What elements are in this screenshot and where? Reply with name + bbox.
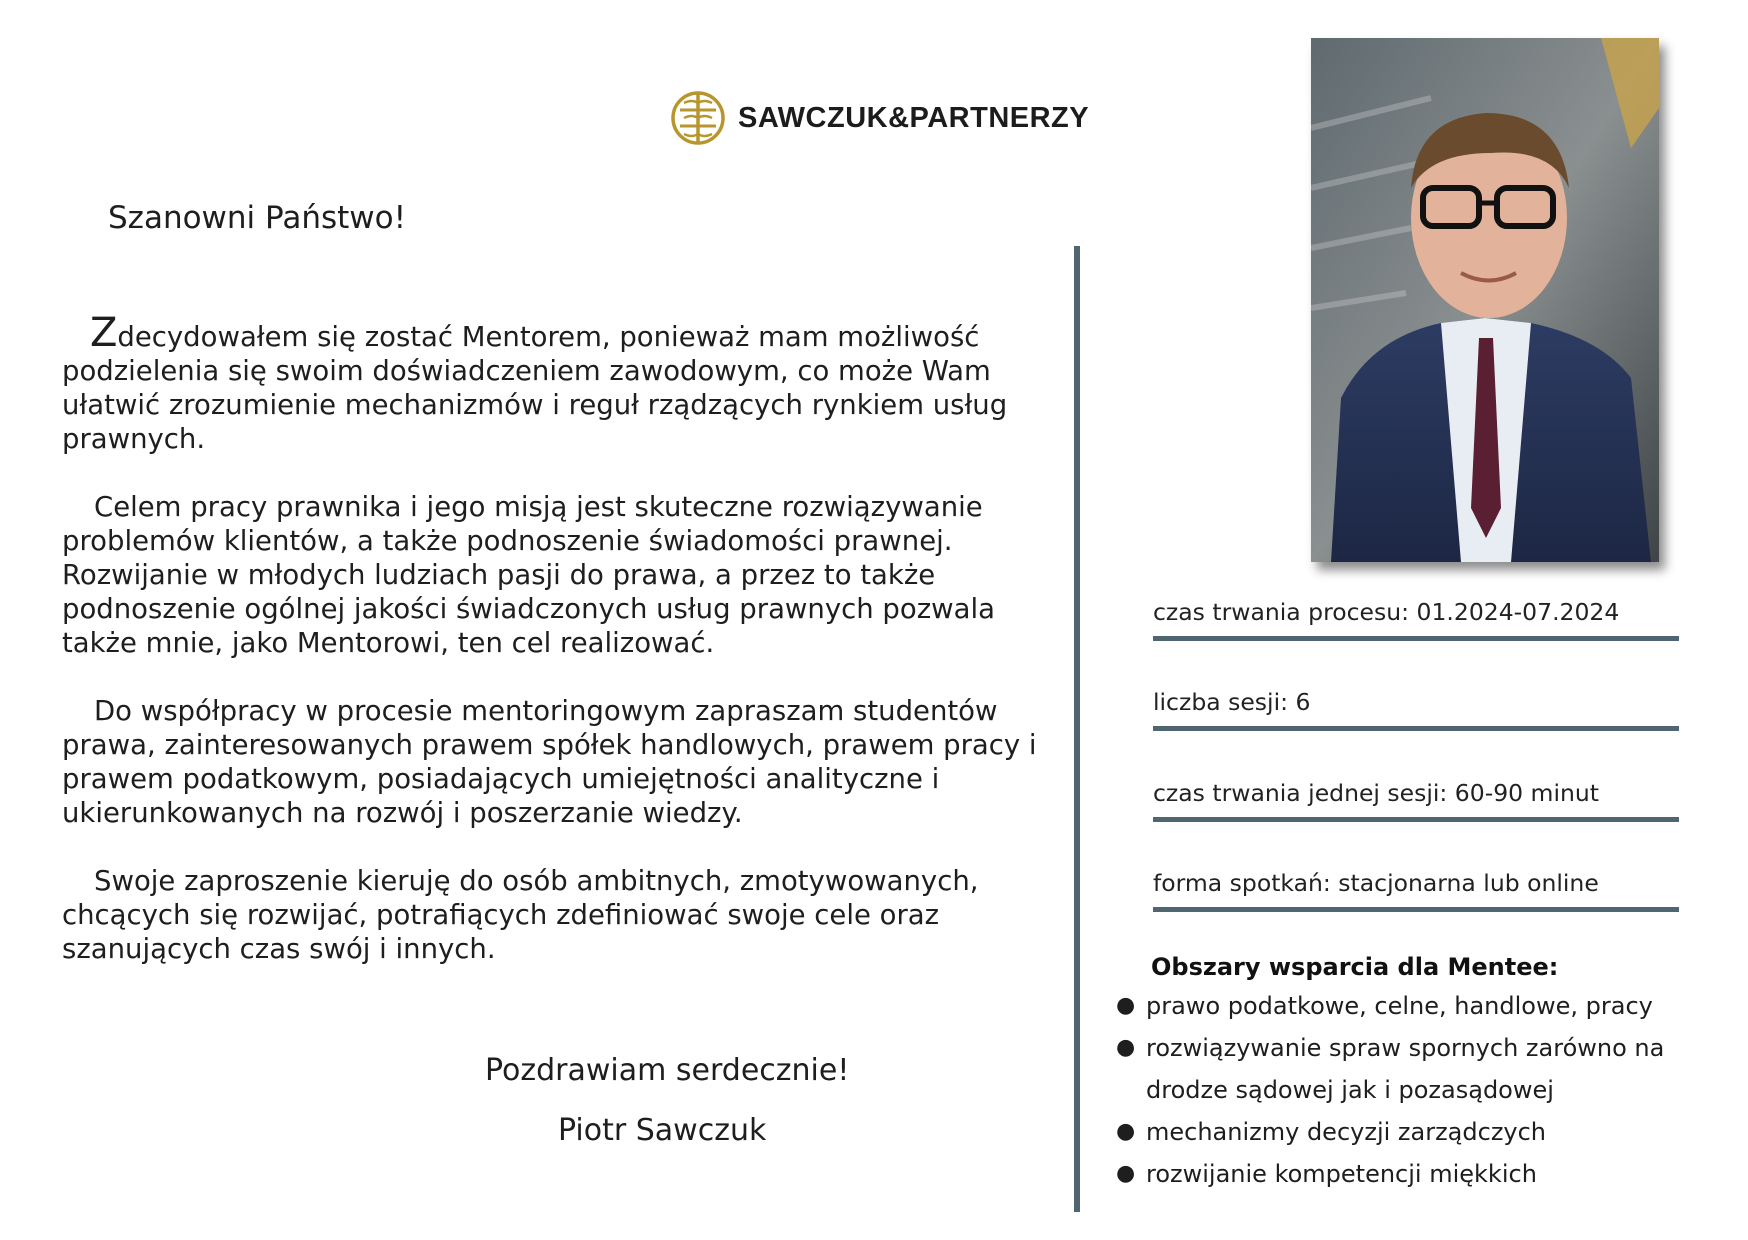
info-label: czas trwania jednej sesji: 60-90 minut bbox=[1153, 779, 1599, 807]
info-process-duration bbox=[1153, 598, 1679, 641]
signature-name: Piotr Sawczuk bbox=[558, 1113, 767, 1148]
letter-paragraph-3: Do współpracy w procesie mentoringowym zapraszam studentów prawa, zainteresowanych prawem spółek handlowych, prawem pracy i prawem podatkowym, posiadających umiejętności analityczne i ukierunkowanych na rozwój i poszerzanie wiedzy. bbox=[62, 695, 1037, 829]
letter-body bbox=[62, 310, 1072, 1000]
info-label: liczba sesji: 6 bbox=[1153, 688, 1311, 716]
list-item-text: rozwijanie kompetencji miękkich bbox=[1146, 1160, 1537, 1188]
company-logo bbox=[670, 90, 1089, 146]
letter-paragraph-4: Swoje zaproszenie kieruję do osób ambitnych, zmotywowanych, chcących się rozwijać, potrafiących zdefiniować swoje cele oraz szanujących czas swój i innych. bbox=[62, 865, 979, 965]
letter-paragraph-1-text: decydowałem się zostać Mentorem, ponieważ mam możliwość podzielenia się swoim doświadczeniem zawodowym, co może Wam ułatwić zrozumienie mechanizmów i reguł rządzących rynkiem usług prawnych. bbox=[62, 321, 1008, 455]
list-item-text: mechanizmy decyzji zarządczych bbox=[1146, 1118, 1547, 1146]
support-areas-title: Obszary wsparcia dla Mentee: bbox=[1151, 953, 1559, 981]
mentor-portrait bbox=[1311, 38, 1659, 562]
list-item-text: prawo podatkowe, celne, handlowe, pracy bbox=[1146, 992, 1653, 1020]
bullet-dot-icon: ● bbox=[1116, 993, 1136, 1018]
info-session-count bbox=[1153, 688, 1679, 731]
info-underline bbox=[1153, 726, 1679, 731]
list-item bbox=[1110, 1027, 1730, 1111]
support-areas-list bbox=[1110, 985, 1730, 1195]
letter-paragraph-1 bbox=[62, 310, 1072, 456]
list-item bbox=[1110, 1111, 1730, 1153]
bullet-dot-icon: ● bbox=[1116, 1161, 1136, 1186]
law-firm-emblem-icon bbox=[670, 90, 726, 146]
list-item bbox=[1110, 1153, 1730, 1195]
info-session-duration bbox=[1153, 779, 1679, 822]
vertical-divider bbox=[1074, 246, 1080, 1212]
info-underline bbox=[1153, 636, 1679, 641]
greeting: Szanowni Państwo! bbox=[108, 200, 407, 236]
bullet-dot-icon: ● bbox=[1116, 1035, 1136, 1060]
list-item bbox=[1110, 985, 1730, 1027]
info-meeting-form bbox=[1153, 869, 1679, 912]
closing-phrase: Pozdrawiam serdecznie! bbox=[485, 1053, 850, 1088]
letter-paragraph-2: Celem pracy prawnika i jego misją jest skuteczne rozwiązywanie problemów klientów, a także podnoszenie świadomości prawnej. Rozwijanie w młodych ludziach pasji do prawa, a przez to także podnoszenie ogólnej jakości świadczonych usług prawnych pozwala także mnie, jako Mentorowi, ten cel realizować. bbox=[62, 491, 995, 659]
list-item-text: rozwiązywanie spraw spornych zarówno na drodze sądowej jak i pozasądowej bbox=[1146, 1034, 1665, 1104]
info-label: czas trwania procesu: 01.2024-07.2024 bbox=[1153, 598, 1620, 626]
logo-text: SAWCZUK&PARTNERZY bbox=[738, 101, 1090, 134]
info-underline bbox=[1153, 907, 1679, 912]
dropcap: Z bbox=[90, 310, 118, 356]
bullet-dot-icon: ● bbox=[1116, 1119, 1136, 1144]
info-label: forma spotkań: stacjonarna lub online bbox=[1153, 869, 1599, 897]
info-underline bbox=[1153, 817, 1679, 822]
